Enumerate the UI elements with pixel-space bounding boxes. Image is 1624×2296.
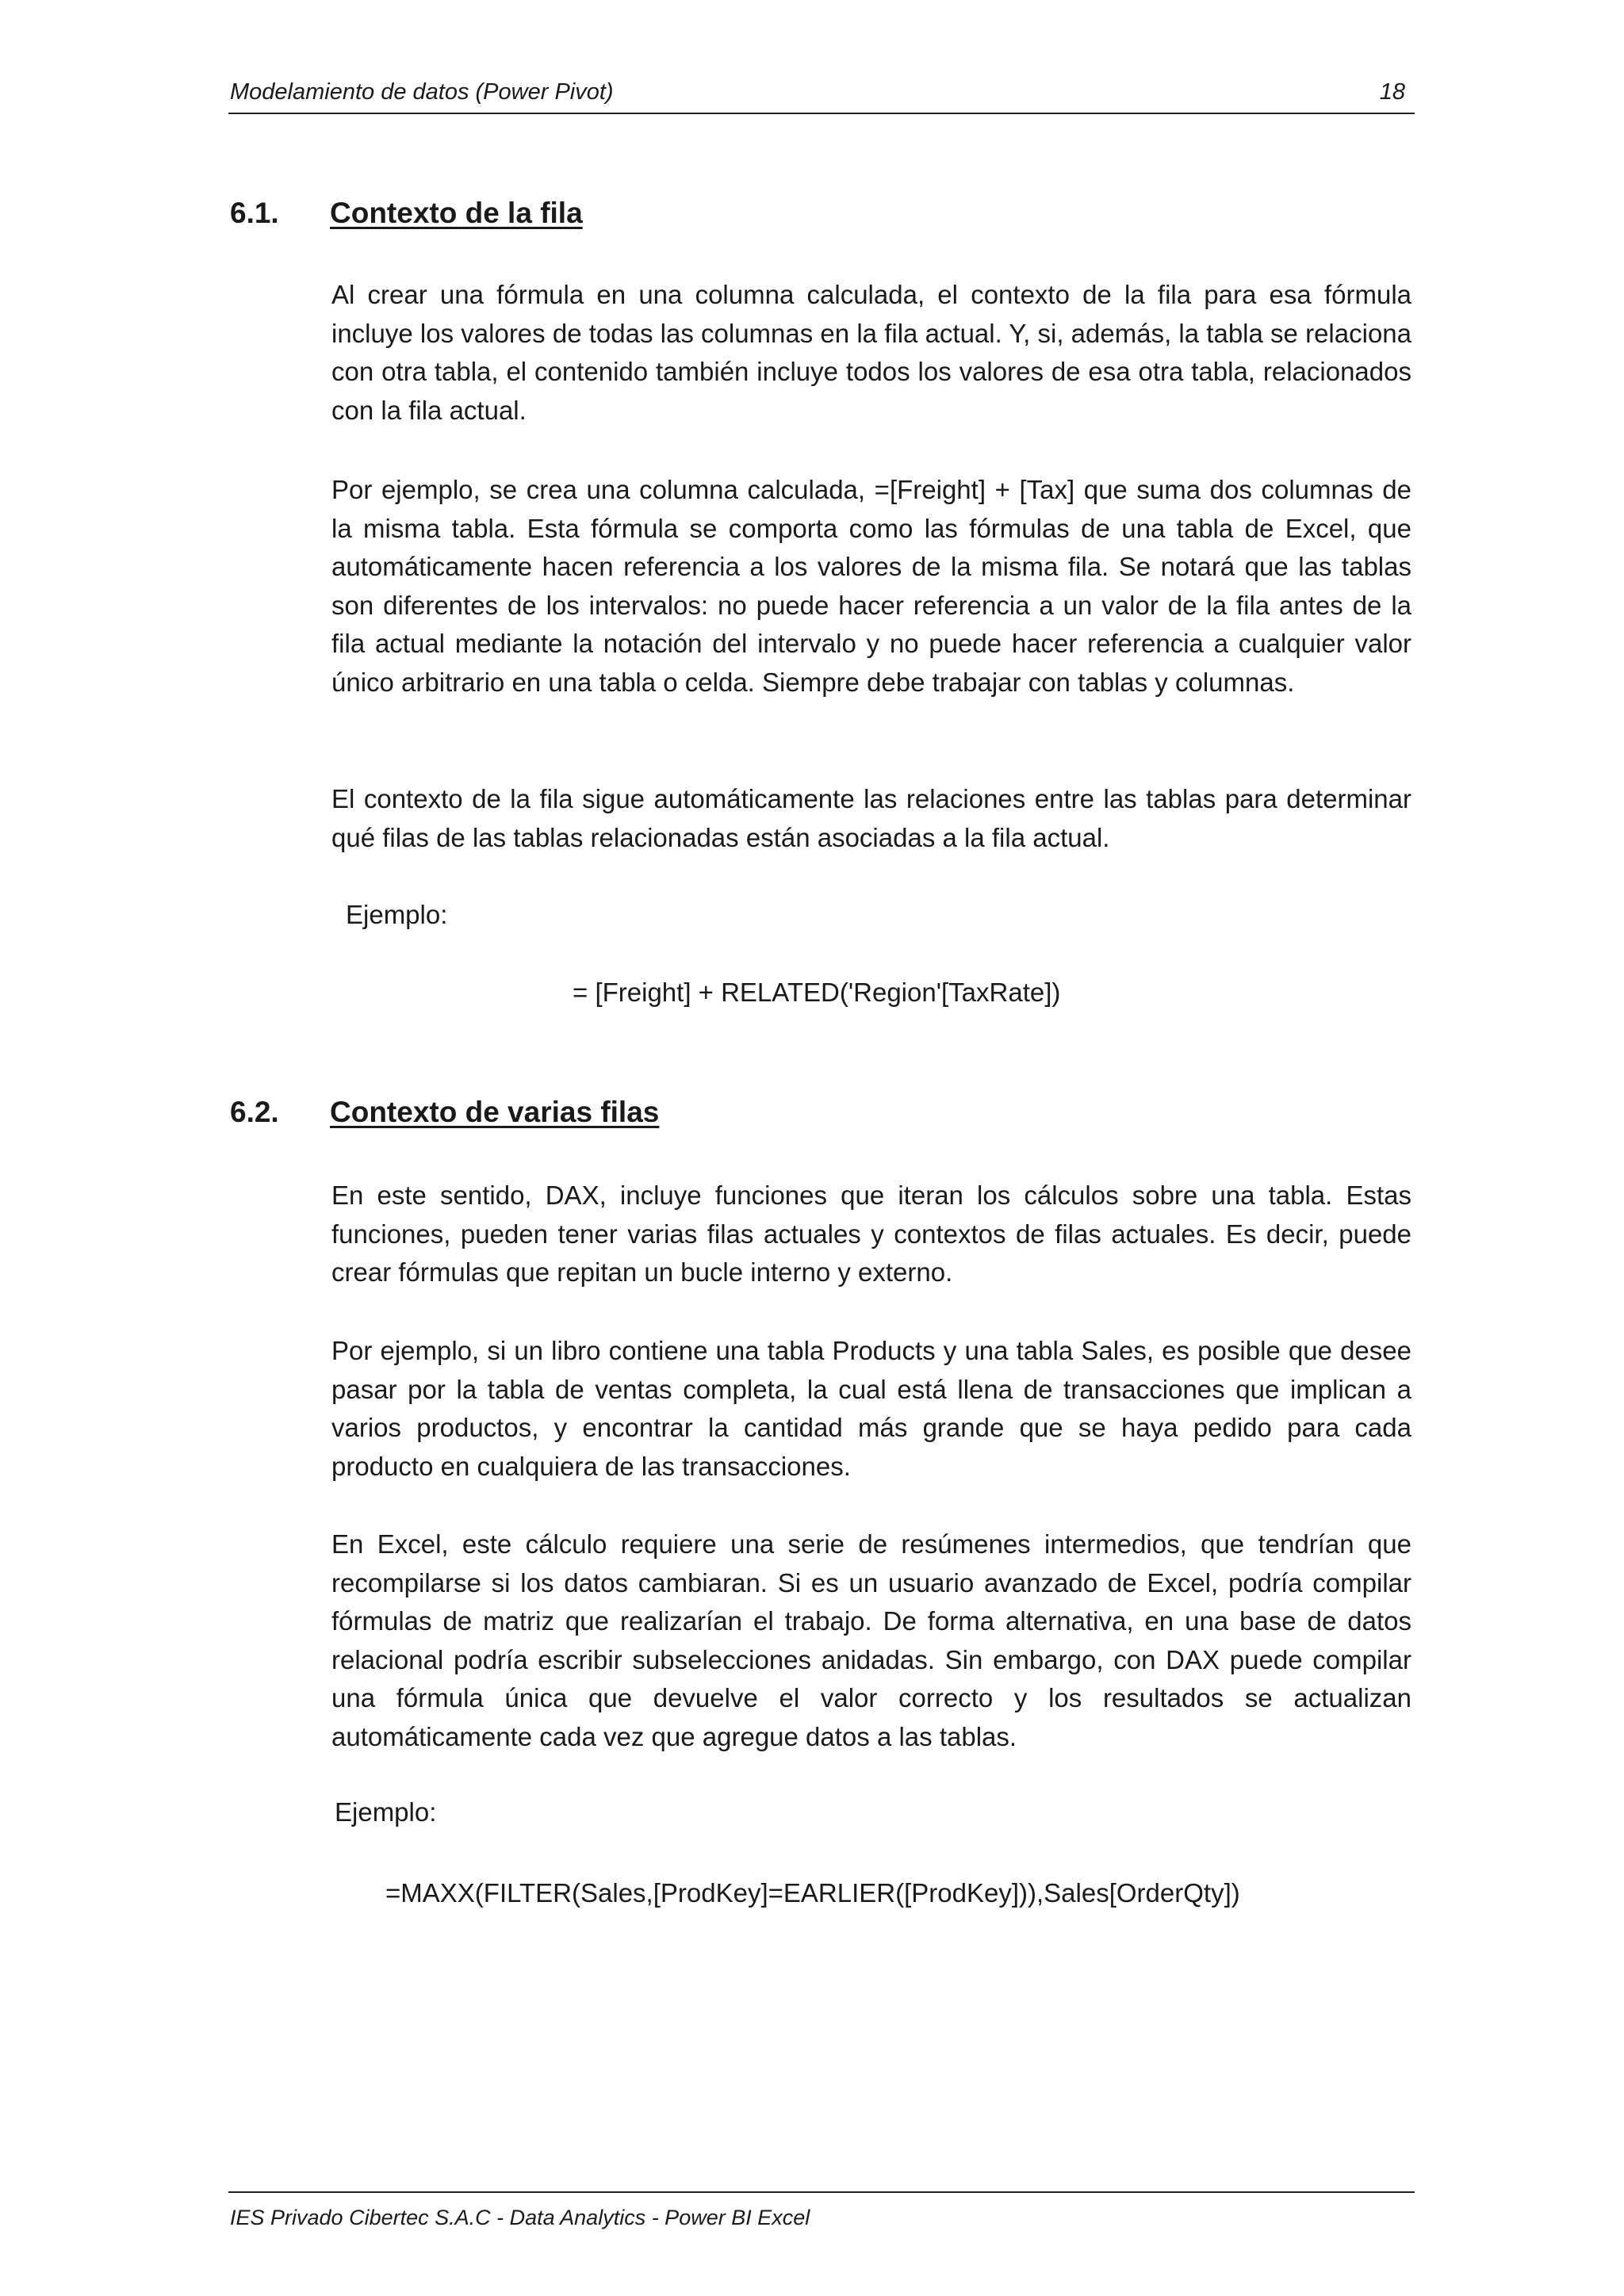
header-title: Modelamiento de datos (Power Pivot) (230, 79, 614, 105)
page-header (228, 76, 1415, 114)
example-formula: =MAXX(FILTER(Sales,[ProdKey]=EARLIER([ProdKey])),Sales[OrderQty]) (385, 1878, 1240, 1908)
section-number: 6.1. (230, 197, 279, 229)
paragraph: En este sentido, DAX, incluye funciones que iteran los cálculos sobre una tabla. Estas funciones, pueden tener varias filas actuales y contextos de filas actuales. Es decir, puede crear fórmulas que repitan un bucle interno y externo. (331, 1181, 1411, 1287)
section-number: 6.2. (230, 1096, 279, 1128)
example-formula: = [Freight] + RELATED('Region'[TaxRate]) (573, 978, 1061, 1007)
paragraph: En Excel, este cálculo requiere una serie de resúmenes intermedios, que tendrían que recompilarse si los datos cambiaran. Si es un usuario avanzado de Excel, podría compilar fórmulas de matriz que realizarían el trabajo. De forma alternativa, en una base de datos relacional podría escribir subselecciones anidadas. Sin embargo, con DAX puede compilar una fórmula única que devuelve el valor correcto y los resultados se actualizan automáticamente cada vez que agregue datos a las tablas. (331, 1529, 1411, 1751)
page-number: 18 (1379, 79, 1405, 105)
paragraph: Por ejemplo, si un libro contiene una tabla Products y una tabla Sales, es posible que desee pasar por la tabla de ventas completa, la cual está llena de transacciones que implican a varios productos, y encontrar la cantidad más grande que se haya pedido para cada producto en cualquiera de las transacciones. (331, 1336, 1411, 1481)
page-footer (228, 2191, 1415, 2229)
section-title: Contexto de varias filas (330, 1096, 660, 1128)
footer-text: IES Privado Cibertec S.A.C - Data Analytics - Power BI Excel (230, 2206, 810, 2229)
section-title: Contexto de la fila (330, 197, 583, 229)
example-label: Ejemplo: (335, 1797, 437, 1827)
paragraph: Al crear una fórmula en una columna calculada, el contexto de la fila para esa fórmula incluye los valores de todas las columnas en la fila actual. Y, si, además, la tabla se relaciona con otra tabla, el contenido también incluye todos los valores de esa otra tabla, relacionados con la fila actual. (331, 280, 1411, 425)
paragraph: El contexto de la fila sigue automáticamente las relaciones entre las tablas para determinar qué filas de las tablas relacionadas están asociadas a la fila actual. (331, 784, 1411, 852)
paragraph: Por ejemplo, se crea una columna calculada, =[Freight] + [Tax] que suma dos columnas de la misma tabla. Esta fórmula se comporta como las fórmulas de una tabla de Excel, que automáticamente hacen referencia a los valores de la misma fila. Se notará que las tablas son diferentes de los intervalos: no puede hacer referencia a un valor de la fila antes de la fila actual mediante la notación del intervalo y no puede hacer referencia a cualquier valor único arbitrario en una tabla o celda. Siempre debe trabajar con tablas y columnas. (331, 475, 1411, 697)
example-label: Ejemplo: (346, 900, 448, 929)
